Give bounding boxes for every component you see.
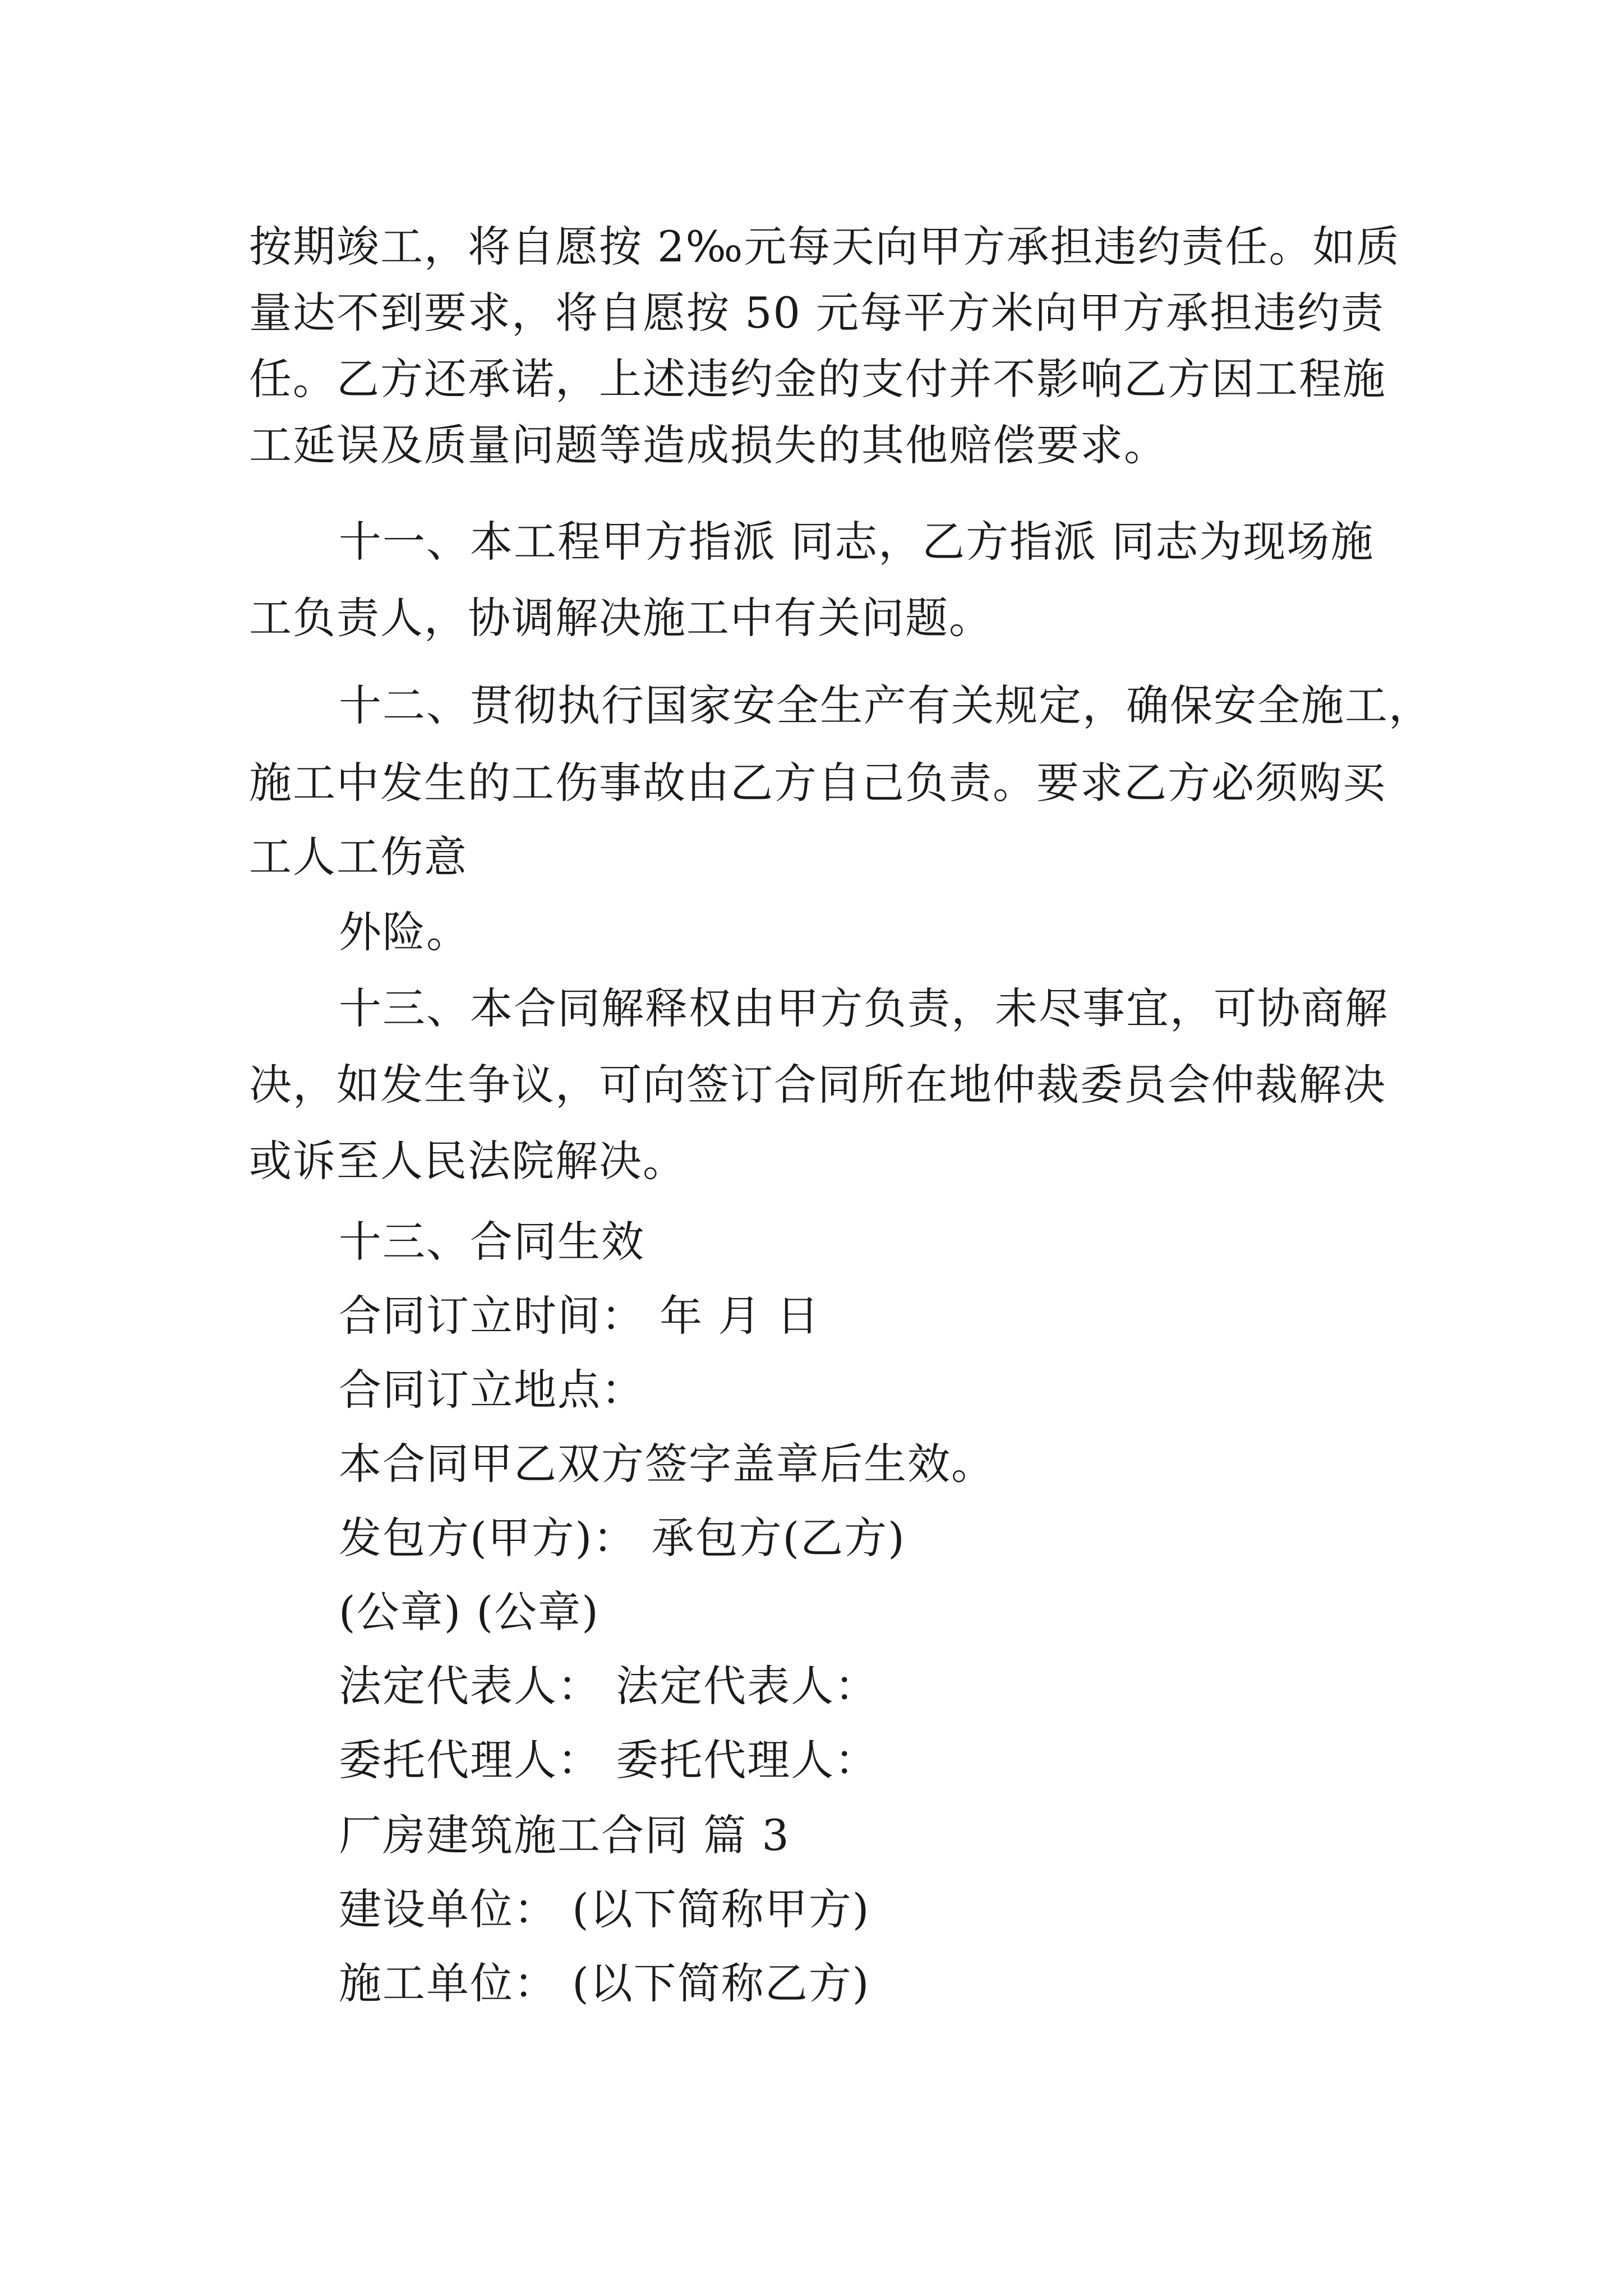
construction-unit-line: 建设单位： (以下简称甲方) [339,1884,870,1934]
clause-12-tail: 外险。 [339,907,470,957]
clause-11-line-1: 十一、本工程甲方指派 同志，乙方指派 同志为现场施 [339,517,1375,567]
clause-10-line-1: 按期竣工，将自愿按 2‰元每天向甲方承担违约责任。如质 [249,222,1400,272]
seal-line: (公章) (公章) [339,1587,600,1637]
contract-effective-note: 本合同甲乙双方签字盖章后生效。 [339,1439,995,1489]
clause-13-line-2: 决，如发生争议，可向签订合同所在地仲裁委员会仲裁解决 [249,1060,1386,1110]
parties-line: 发包方(甲方)： 承包方(乙方) [339,1513,906,1563]
clause-12-line-2: 施工中发生的工伤事故由乙方自己负责。要求乙方必须购买 [249,758,1386,808]
clause-12-line-3: 工人工伤意 [249,832,468,882]
clause-13-line-1: 十三、本合同解释权由甲方负责，未尽事宜，可协商解 [339,983,1389,1033]
contract-sign-date: 合同订立时间： 年 月 日 [339,1291,820,1341]
section-title-part-3: 厂房建筑施工合同 篇 3 [339,1810,790,1860]
clause-12-line-1: 十二、贯彻执行国家安全生产有关规定，确保安全施工， [339,680,1432,730]
section-contract-effective: 十三、合同生效 [339,1217,645,1267]
clause-13-line-3: 或诉至人民法院解决。 [249,1136,686,1186]
clause-11-line-2: 工负责人，协调解决施工中有关问题。 [249,593,993,643]
legal-representative-line: 法定代表人： 法定代表人： [339,1661,879,1711]
clause-10-line-3: 任。乙方还承诺，上述违约金的支付并不影响乙方因工程施 [249,354,1386,404]
contract-sign-place: 合同订立地点： [339,1365,645,1415]
clause-10-line-4: 工延误及质量问题等造成损失的其他赔偿要求。 [249,420,1168,470]
contractor-unit-line: 施工单位： (以下简称乙方) [339,1958,870,2008]
authorized-agent-line: 委托代理人： 委托代理人： [339,1735,879,1785]
clause-10-line-2: 量达不到要求，将自愿按 50 元每平方米向甲方承担违约责 [249,288,1385,338]
